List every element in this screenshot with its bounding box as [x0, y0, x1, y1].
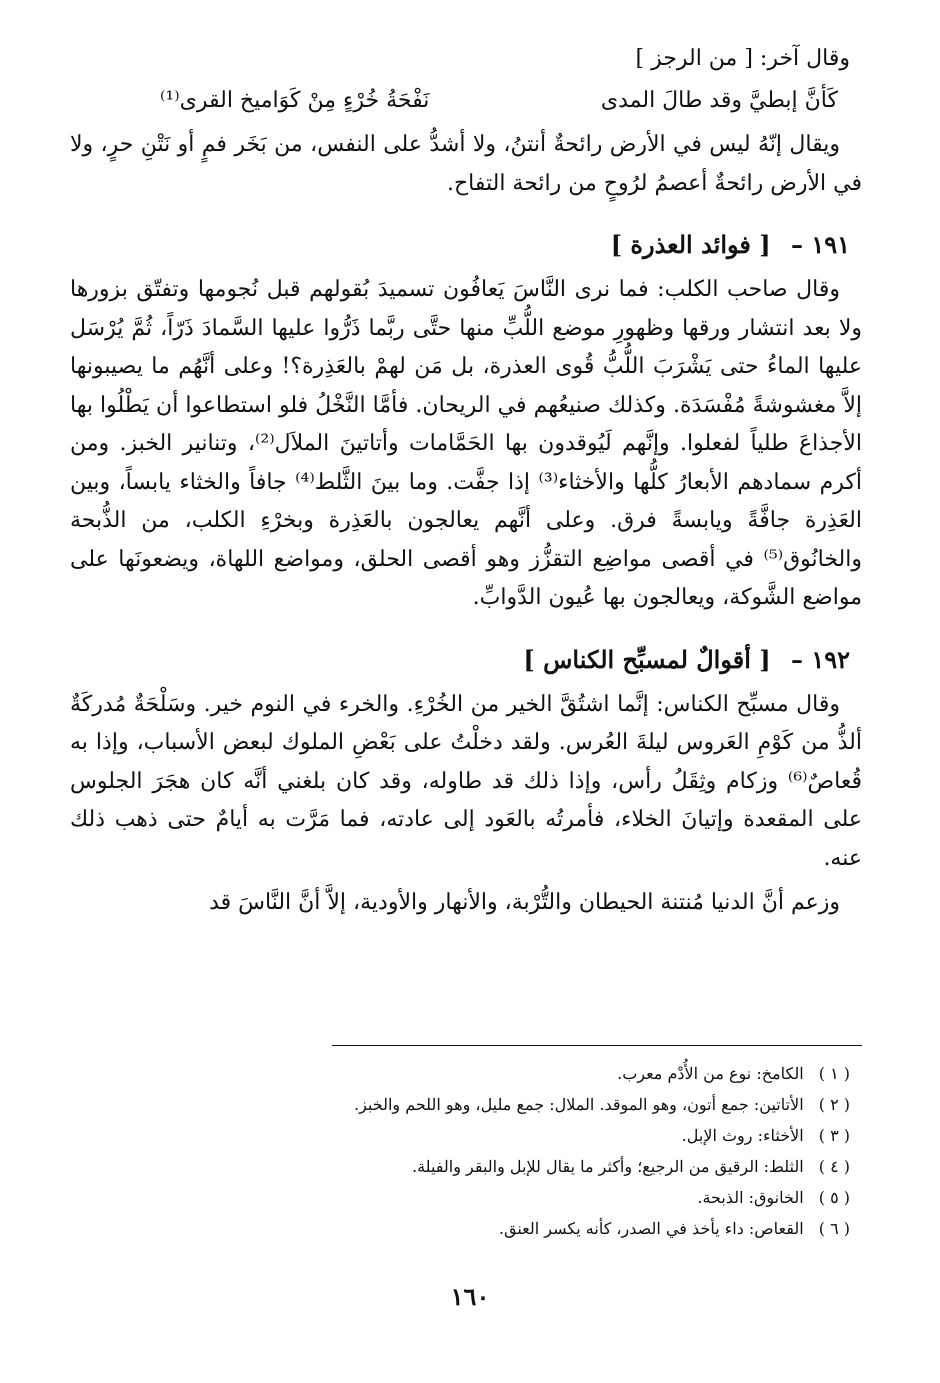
footnote-text: الثلط: الرقيق من الرجيع؛ وأكثر ما يقال للإبل والبقر والفيلة. — [412, 1157, 804, 1176]
section-heading-192 — [70, 640, 850, 680]
footnote-number: ( ١ ) — [818, 1064, 850, 1083]
paragraph-4: وزعم أنَّ الدنيا مُنتنة الحيطان والتُّرْبة، والأنهار والأودية، إلاَّ أنَّ النَّاسَ قد — [209, 890, 840, 915]
section-number: ١٩٢ – — [790, 644, 850, 674]
footnote-text: الأخثاء: روث الإبل. — [681, 1126, 804, 1145]
footnote-item — [70, 1058, 850, 1089]
footnote-divider — [332, 1045, 862, 1046]
footnote-item — [70, 1182, 850, 1213]
footnote-number: ( ٦ ) — [818, 1219, 850, 1238]
verse — [160, 82, 838, 120]
footnote-item — [70, 1151, 850, 1182]
section-number: ١٩١ – — [790, 230, 850, 259]
page-body — [70, 40, 862, 923]
footnote-number: ( ٤ ) — [818, 1157, 850, 1176]
footnote-text: الكامخ: نوع من الأُدْم معرب. — [617, 1064, 804, 1083]
paragraph-1: ويقال إنّهُ ليس في الأرض رائحةٌ أنتنُ، ولا أشدُّ على النفس، من بَخَر فمٍ أو نَتْنِ حرٍ، ولا في الأرض رائحةٌ أعصمُ لرُوحٍ من رائحة التفاح. — [70, 132, 862, 196]
footnotes — [70, 1058, 850, 1244]
footnote-number: ( ٢ ) — [818, 1095, 850, 1114]
paragraph-3: وقال مسبِّح الكناس: إنَّما اشتُقَّ الخير من الخُرْءِ. والخرء في النوم خير. وسَلْحَةٌ مُدركَةٌ ألذُّ من كَوْمِ العَروس ليلةَ العُرس. ولقد دخلْتُ على بَعْضِ الملوك لبعض الأسباب، وإذا به قُعاصٌ⁽⁶⁾ وزكام وثِقَلُ رأس، وإذا ذلك قد طاوله، وقد كان بلغني أنَّه كان هجَرَ الجلوس على المقعدة وإتيانَ الخلاء، فأمرتُه بالعَود إلى عادته، فما مَرَّت به أيامٌ حتى ذهب ذلك عنه. — [70, 691, 862, 871]
page-number: ١٦٠ — [450, 1282, 490, 1311]
footnote-text: الأتاتين: جمع أتون، وهو الموقد. الملال: جمع مليل، وهو اللحم والخبز. — [354, 1095, 804, 1114]
footnote-item — [70, 1120, 850, 1151]
verse-second-hemistich: نَفْحَةُ خُرْءٍ مِنْ كَوَاميخ القرى⁽¹⁾ — [160, 88, 430, 113]
section-title: [ أقوالٌ لمسبِّح الكناس ] — [523, 644, 771, 674]
footnote-text: القعاص: داء يأخذ في الصدر، كأنه يكسر العنق. — [498, 1219, 804, 1238]
paragraph-2: وقال صاحب الكلب: فما نرى النَّاسَ يَعافُون تسميدَ بُقولهم قبل نُجومها وتفتّق بزورها ولا بعد انتشار ورقها وظهورِ موضع اللُّبِّ منها حتَّى ربَّما ذَرُّوا عليها السَّمادَ ذَرّاً، ثُمَّ يُرْسَل عليها الماءُ حتى يَشْرَبَ اللُّبُّ قُوى العذرة، بل مَن لهمْ بالعَذِرة؟! وعلى أنَّهُم ما يصيبونها إلاَّ مغشوشةً مُفْسَدَة. وكذلك صنيعُهم في الريحان. فأمَّا النَّخْلُ فلو استطاعوا أن يَطْلُوا بها الأجذاعَ طلياً لفعلوا. وإنَّهم لَيُوقدون بها الحَمَّامات وأتاتينَ الملاَل⁽²⁾، وتنانير الخبز. ومن أكرم سمادهم الأبعارُ كلُّها والأخثاء⁽³⁾ إذا جفَّت. وما بينَ الثَّلط⁽⁴⁾ جافاً والخثاء يابساً، وبين العَذِرة جافَّةً ويابسةً فرق. وعلى أنَّهم يعالجون بالعَذِرة وبخرْءِ الكلب، من الذُّبحة والخانُوق⁽⁵⁾ في أقصى مواضِع التقزُّز وهو أقصى الحلق، ومواضع اللهاة، ويضعونَها على مواضع الشَّوكة، ويعالجون بها عُيون الدَّوابِّ. — [70, 277, 862, 610]
section-title: [ فوائد العذرة ] — [610, 230, 771, 259]
footnote-number: ( ٣ ) — [818, 1126, 850, 1145]
footnote-item — [70, 1089, 850, 1120]
verse-first-hemistich: كَأنَّ إبطيَّ وقد طالَ المدى — [600, 88, 838, 113]
footnote-number: ( ٥ ) — [818, 1188, 850, 1207]
footnote-text: الخانوق: الذبحة. — [697, 1188, 804, 1207]
footnote-item — [70, 1213, 850, 1244]
section-heading-191 — [70, 225, 850, 265]
intro-line: وقال آخر: [ من الرجز ] — [635, 46, 850, 71]
